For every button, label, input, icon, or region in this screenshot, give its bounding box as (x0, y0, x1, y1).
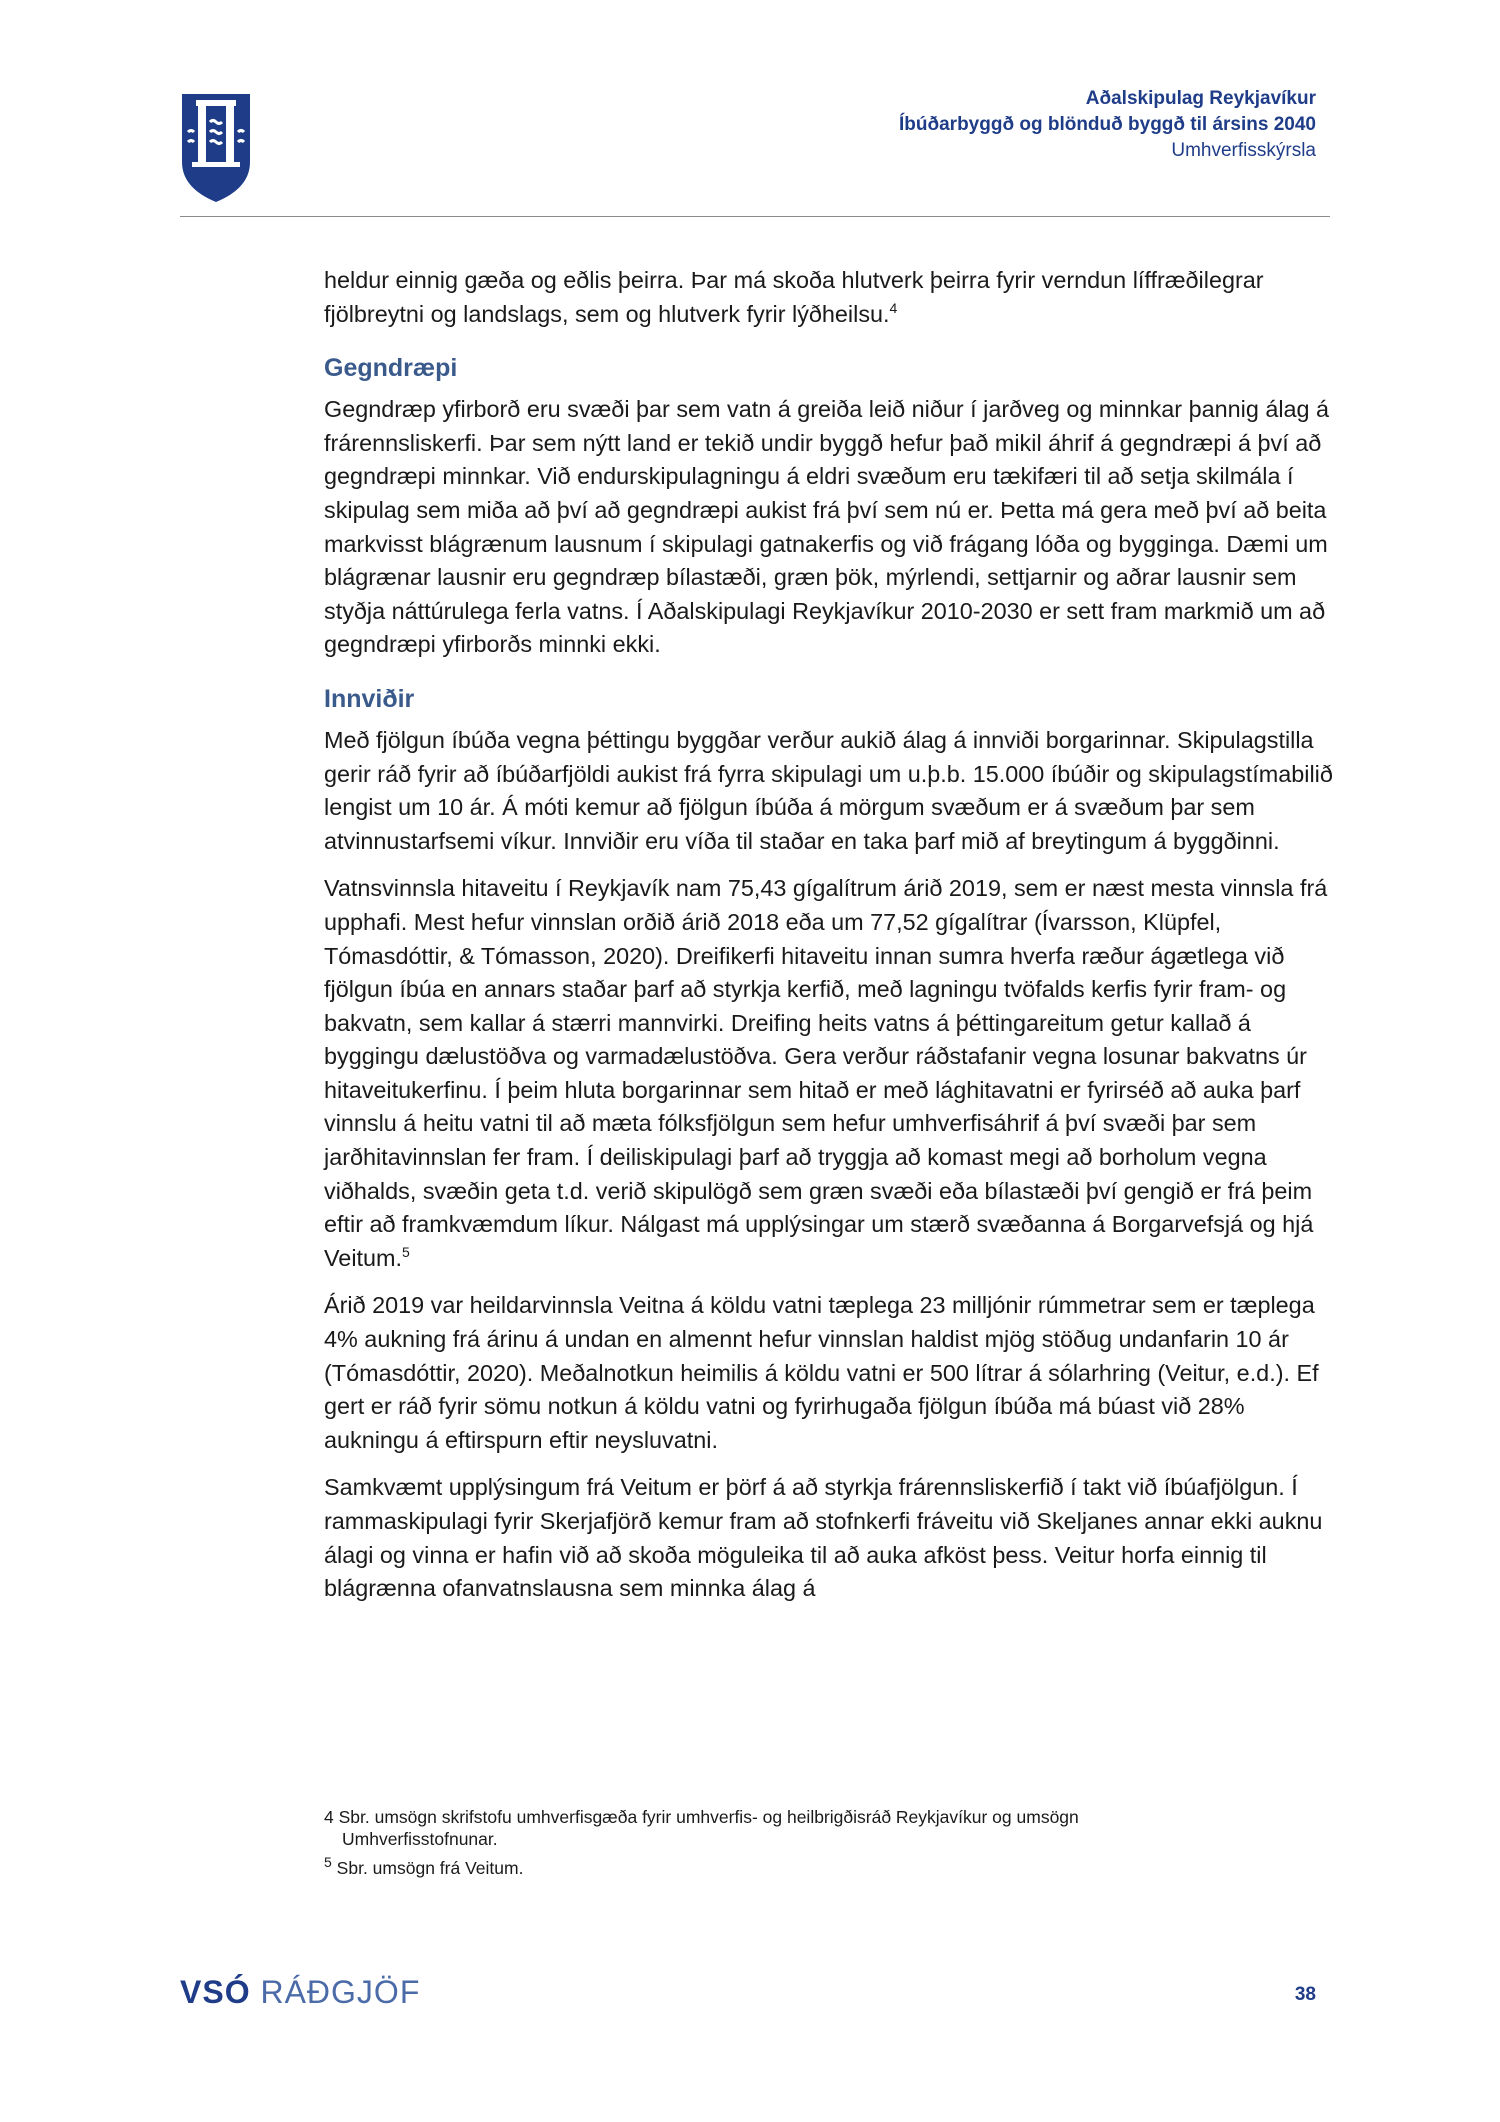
header-subtitle: Íbúðarbyggð og blönduð byggð til ársins 2040 (899, 114, 1316, 135)
paragraph-intro: heldur einnig gæða og eðlis þeirra. Þar má skoða hlutverk þeirra fyrir verndun líffræðilegrar fjölbreytni og landslags, sem og hlutverk fyrir lýðheilsu.$^4$ (324, 267, 1264, 327)
document-header (899, 86, 1316, 164)
footnotes (324, 1806, 1334, 1886)
paragraph-innvidir-3: Árið 2019 var heildarvinnsla Veitna á köldu vatni tæplega 23 milljónir rúmmetrar sem er tæplega 4% aukning frá árinu á undan en almennt hefur vinnslan haldist mjög stöðug undanfarin 10 ár (Tómasdóttir, 2020). Meðalnotkun heimilis á köldu vatni er 500 lítrar á sólarhring (Veitur, e.d.). Ef gert er ráð fyrir sömu notkun á köldu vatni og fyrirhugaða fjölgun íbúða má búast við 28% aukningu á eftirspurn eftir neysluvatni. (324, 1292, 1319, 1453)
footnote-ref-4[interactable]: 4 (889, 299, 898, 316)
footnote-ref-5[interactable]: 5 (402, 1244, 410, 1261)
reykjavik-coat-of-arms-icon (180, 92, 252, 204)
header-divider (180, 216, 1330, 217)
paragraph-innvidir-4: Samkvæmt upplýsingum frá Veitum er þörf á að styrkja frárennsliskerfið í takt við íbúafjölgun. Í rammaskipulagi fyrir Skerjafjörð kemur fram að stofnkerfi fráveitu við Skeljanes annar ekki auknu álagi og vinna er hafin við að skoða möguleika til að auka afköst þess. Veitur horfa einnig til blágrænna ofanvatnslausna sem minnka álag á (324, 1474, 1323, 1602)
footnote-5: $^5$ Sbr. umsögn frá Veitum. (324, 1854, 524, 1878)
page-number: 38 (1294, 1984, 1316, 2005)
page-body (324, 264, 1334, 1620)
header-title: Aðalskipulag Reykjavíkur (1085, 88, 1316, 109)
footnote-4: 4 Sbr. umsögn skrifstofu umhverfisgæða fyrir umhverfis- og heilbrigðisráð Reykjavíkur og umsögn Umhverfisstofnunar. (324, 1807, 1079, 1849)
vso-radgjof-logo: VSÓ RÁÐGJÖF (180, 1974, 421, 2010)
paragraph-innvidir-2: Vatnsvinnsla hitaveitu í Reykjavík nam 75,43 gígalítrum árið 2019, sem er næst mesta vinnsla frá upphafi. Mest hefur vinnslan orðið árið 2018 eða um 77,52 gígalítrar (Ívarsson, Klüpfel, Tómasdóttir, & Tómasson, 2020). Dreifikerfi hitaveitu innan sumra hverfa ræður ágætlega við fjölgun íbúa en annars staðar þarf að styrkja kerfið, með lagningu tvöfalds kerfis fyrir fram- og bakvatn, sem kallar á stærri mannvirki. Dreifing heits vatns á þéttingareitum getur kallað á byggingu dælustöðva og varmadælustöðva. Gera verður ráðstafanir vegna losunar bakvatns úr hitaveitukerfinu. Í þeim hluta borgarinnar sem hitað er með lághitavatni er fyrirséð að auka þarf vinnslu á heitu vatni til að mæta fólksfjölgun sem hefur umhverfisáhrif á því svæði þar sem jarðhitavinnslan fer fram. Í deiliskipulagi þarf að tryggja að komast megi að borholum vegna viðhalds, svæðin geta t.d. verið skipulögð sem græn svæði eða bílastæði því gengið er frá þeim eftir að framkvæmdum líkur. Nálgast má upplýsingar um stærð svæðanna á Borgarvefsjá og hjá Veitum.$^5$ (324, 875, 1328, 1271)
paragraph-gegndraepi: Gegndræp yfirborð eru svæði þar sem vatn á greiða leið niður í jarðveg og minnkar þannig álag á frárennsliskerfi. Þar sem nýtt land er tekið undir byggð hefur það mikil áhrif á gegndræpi á því að gegndræpi minnkar. Við endurskipulagningu á eldri svæðum eru tækifæri til að setja skilmála í skipulag sem miða að því að gegndræpi aukist frá því sem nú er. Þetta má gera með því að beita markvisst blágrænum lausnum í skipulagi gatnakerfis og við frágang lóða og bygginga. Dæmi um blágrænar lausnir eru gegndræp bílastæði, græn þök, mýrlendi, settjarnir og aðrar lausnir sem styðja náttúrulega ferla vatns. Í Aðalskipulagi Reykjavíkur 2010-2030 er sett fram markmið um að gegndræpi yfirborðs minnki ekki. (324, 396, 1330, 658)
section-heading-innvidir: Innviðir (324, 684, 415, 713)
section-heading-gegndraepi: Gegndræpi (324, 354, 458, 383)
paragraph-innvidir-1: Með fjölgun íbúða vegna þéttingu byggðar verður aukið álag á innviði borgarinnar. Skipulagstilla gerir ráð fyrir að íbúðarfjöldi aukist frá fyrra skipulagi um u.þ.b. 15.000 íbúðir og skipulagstímabilið lengist um 10 ár. Á móti kemur að fjölgun íbúða á mörgum svæðum er á svæðum þar sem atvinnustarfsemi víkur. Innviðir eru víða til staðar en taka þarf mið af breytingum á byggðinni. (324, 726, 1333, 854)
header-document-type: Umhverfisskýrsla (1171, 140, 1316, 161)
